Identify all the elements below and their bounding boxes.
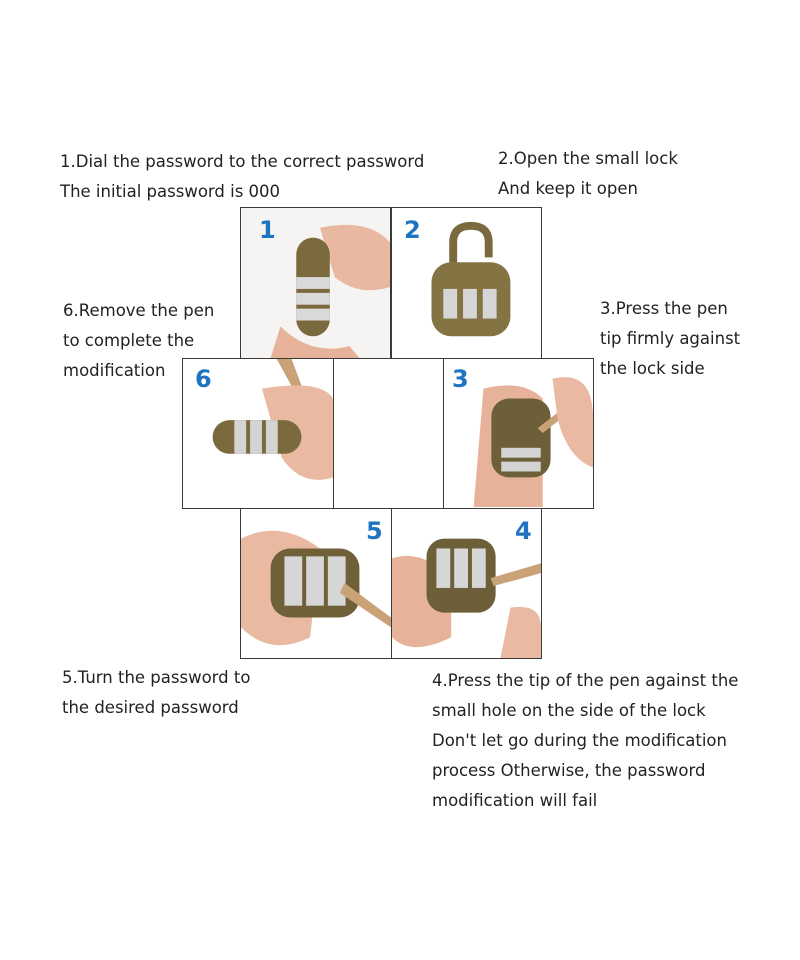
step-2-caption: [498, 144, 678, 204]
step-1-line-2: The initial password is 000: [60, 182, 281, 201]
step-5-line-1: 5.Turn the password to: [62, 668, 251, 687]
step-5-number: 5: [366, 517, 383, 545]
step-2-number: 2: [404, 216, 421, 244]
step-2-photo: [391, 207, 542, 359]
step-2-line-1: 2.Open the small lock: [498, 149, 678, 168]
step-5-line-2: the desired password: [62, 698, 239, 717]
step-6-line-1: 6.Remove the pen: [63, 301, 215, 320]
step-3-number: 3: [452, 365, 469, 393]
step-4-line-5: modification will fail: [432, 791, 598, 810]
step-4-caption: [432, 666, 738, 816]
step-4-line-4: process Otherwise, the password: [432, 761, 706, 780]
step-6-number: 6: [195, 365, 212, 393]
step-6-photo: [182, 358, 334, 509]
step-2-line-2: And keep it open: [498, 179, 638, 198]
step-3-caption: [600, 294, 740, 384]
step-4-number: 4: [515, 517, 532, 545]
step-4-line-3: Don't let go during the modification: [432, 731, 727, 750]
step-3-line-3: the lock side: [600, 359, 705, 378]
step-1-caption: [60, 147, 424, 207]
step-3-line-2: tip firmly against: [600, 329, 741, 348]
step-3-photo: [443, 358, 594, 509]
step-5-photo: [240, 508, 392, 659]
step-4-line-2: small hole on the side of the lock: [432, 701, 706, 720]
step-6-line-3: modification: [63, 361, 166, 380]
step-5-caption: [62, 663, 250, 723]
step-3-line-1: 3.Press the pen: [600, 299, 728, 318]
step-4-photo: [391, 508, 542, 659]
step-1-line-1: 1.Dial the password to the correct password: [60, 152, 425, 171]
step-4-line-1: 4.Press the tip of the pen against the: [432, 671, 739, 690]
step-1-number: 1: [259, 216, 276, 244]
step-1-photo: [240, 207, 391, 359]
step-6-line-2: to complete the: [63, 331, 195, 350]
blank-panel: [333, 358, 444, 509]
